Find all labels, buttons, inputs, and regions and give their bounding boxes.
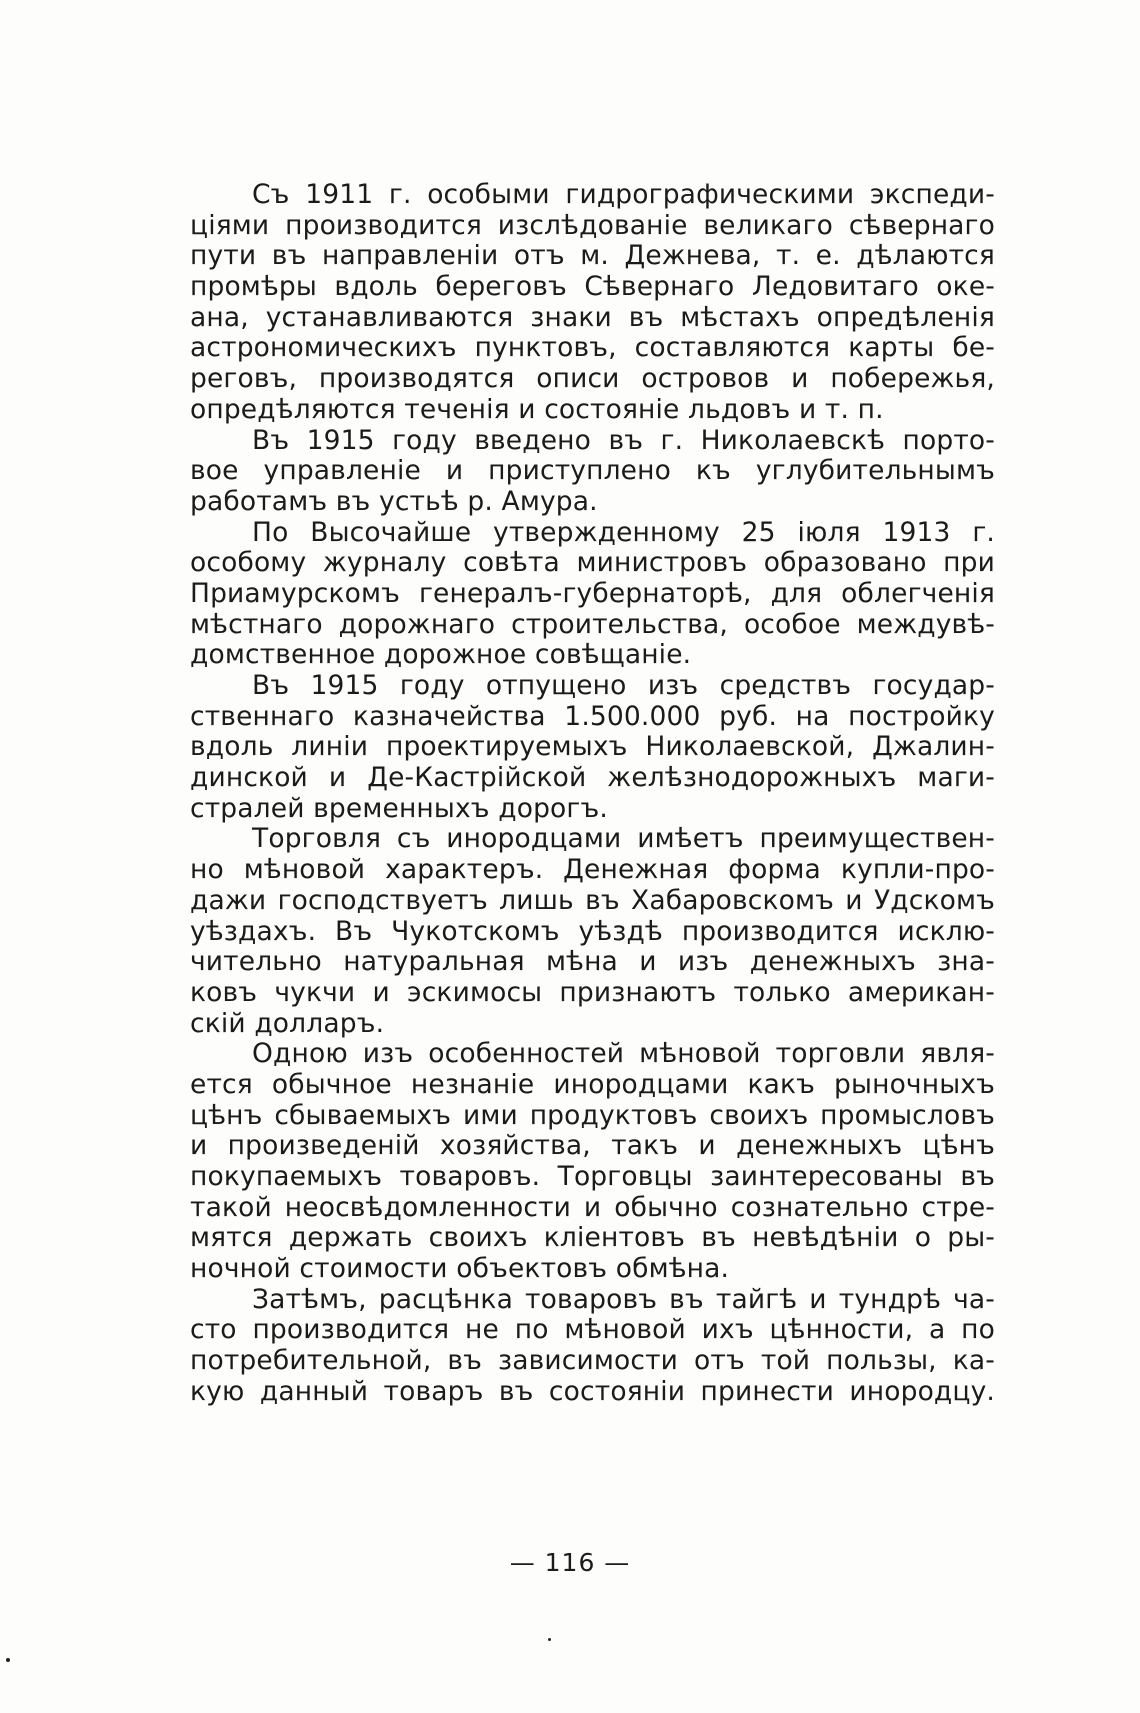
paragraph-goods-valuation: [190, 1285, 995, 1408]
text-line: стралей временныхъ дорогъ.: [190, 793, 608, 824]
text-line: особому журналу совѣта министровъ образовано при: [190, 548, 995, 579]
text-line: пути въ направленіи отъ м. Дежнева, т. е. дѣлаются: [190, 241, 995, 272]
paragraph-port-administration: [190, 426, 995, 518]
text-line: реговъ, производятся описи островов и побережья,: [190, 364, 995, 395]
text-line: такой неосвѣдомленности и обычно сознательно стре-: [190, 1192, 995, 1223]
text-line: ціями производится изслѣдованіе великаго сѣвернаго: [190, 210, 995, 241]
text-line: скій долларъ.: [190, 1008, 385, 1039]
paragraph-trade-with-natives: [190, 824, 995, 1039]
text-line: сто производится не по мѣновой ихъ цѣнности, а по: [190, 1315, 995, 1346]
text-line: чительно натуральная мѣна и изъ денежныхъ зна-: [190, 947, 995, 978]
text-line: и произведеній хозяйства, такъ и денежныхъ цѣнъ: [190, 1131, 995, 1162]
text-line: дажи господствуетъ лишь въ Хабаровскомъ и Удскомъ: [190, 885, 995, 916]
text-line: но мѣновой характеръ. Денежная форма купли-про-: [190, 855, 995, 886]
text-line: мятся держать своихъ кліентовъ въ невѣдѣніи о ры-: [190, 1223, 995, 1254]
text-line: опредѣляются теченія и состояніе льдовъ и т. п.: [190, 394, 884, 425]
text-line: мѣстнаго дорожнаго строительства, особое междувѣ-: [190, 609, 995, 640]
text-line: ана, устанавливаются знаки въ мѣстахъ опредѣленія: [190, 302, 995, 333]
text-line: динской и Де-Кастрійской желѣзнодорожныхъ маги-: [190, 763, 995, 794]
paragraph-road-council: [190, 518, 995, 671]
text-line: Въ 1915 году введено въ г. Николаевскѣ порто-: [252, 425, 995, 456]
paragraph-hydrographic-expeditions: [190, 180, 995, 426]
text-line: ковъ чукчи и эскимосы признаютъ только американ-: [190, 977, 995, 1008]
text-line: Съ 1911 г. особыми гидрографическими экспеди-: [252, 180, 995, 210]
text-line: ется обычное незнаніе инородцами какъ рыночныхъ: [190, 1069, 995, 1100]
text-line: уѣздахъ. Въ Чукотскомъ уѣздѣ производится исклю-: [190, 916, 995, 947]
text-line: ночной стоимости объектовъ обмѣна.: [190, 1254, 730, 1285]
text-line: астрономическихъ пунктовъ, составляются карты бе-: [190, 333, 995, 364]
body-text: [190, 180, 995, 1408]
text-line: промѣры вдоль береговъ Сѣвернаго Ледовитаго оке-: [190, 272, 995, 303]
text-line: Торговля съ инородцами имѣетъ преимуществен-: [252, 824, 995, 855]
text-line: По Высочайше утвержденному 25 іюля 1913 г.: [252, 517, 995, 548]
text-line: вдоль линіи проектируемыхъ Николаевской, Джалин-: [190, 732, 995, 763]
text-line: домственное дорожное совѣщаніе.: [190, 640, 692, 671]
text-line: Приамурскомъ генералъ-губернаторѣ, для облегченія: [190, 578, 995, 609]
text-line: кую данный товаръ въ состояніи принести инородцу.: [190, 1376, 995, 1407]
text-line: вое управленіе и приступлено къ углубительнымъ: [190, 456, 995, 487]
text-line: покупаемыхъ товаровъ. Торговцы заинтересованы въ: [190, 1162, 995, 1192]
paragraph-price-ignorance: [190, 1039, 995, 1285]
scan-speck: [6, 1658, 10, 1662]
text-line: потребительной, въ зависимости отъ той пользы, ка-: [190, 1346, 995, 1377]
text-line: ственнаго казначейства 1.500.000 руб. на постройку: [190, 701, 995, 732]
text-line: Въ 1915 году отпущено изъ средствъ государ-: [252, 671, 995, 701]
paragraph-treasury-funds: [190, 671, 995, 824]
text-line: Одною изъ особенностей мѣновой торговли явля-: [252, 1039, 995, 1070]
text-line: цѣнъ сбываемыхъ ими продуктовъ своихъ промысловъ: [190, 1100, 995, 1131]
page-number: — 116 —: [509, 1548, 631, 1577]
text-line: Затѣмъ, расцѣнка товаровъ въ тайгѣ и тундрѣ ча-: [252, 1284, 995, 1315]
text-line: работамъ въ устьѣ р. Амура.: [190, 486, 598, 517]
scan-speck: [548, 1638, 551, 1641]
